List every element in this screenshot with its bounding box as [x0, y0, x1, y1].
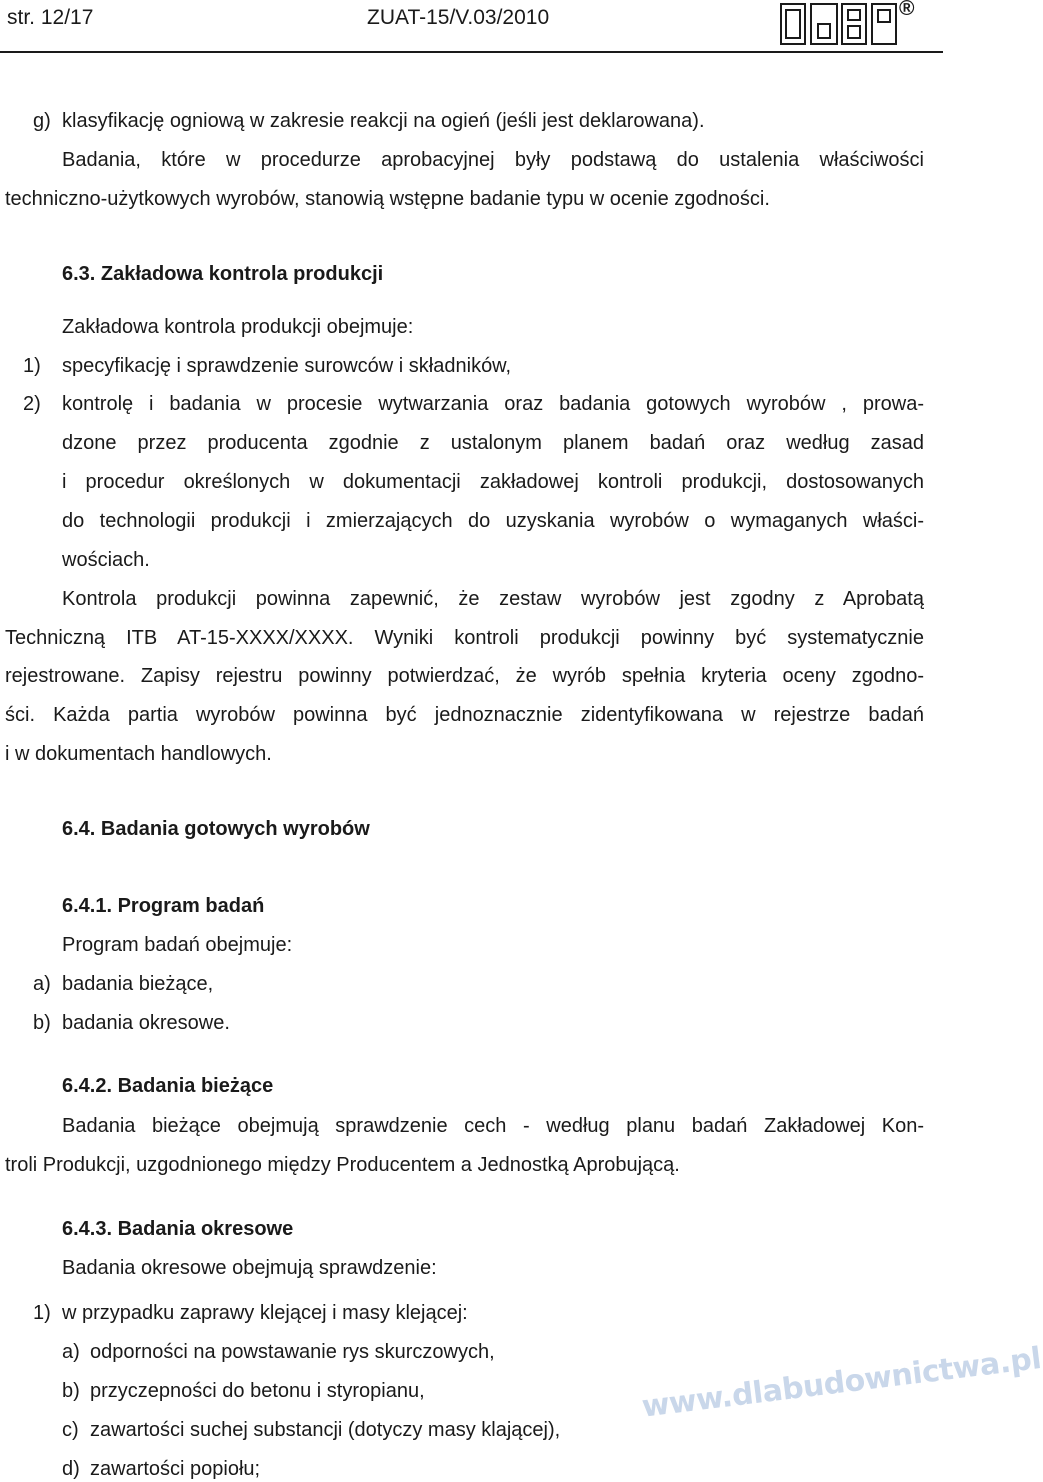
list-item-text: do technologii produkcji i zmierzających do uzyskania wyrobów o wymaganych właści- — [62, 510, 924, 532]
list-marker: a) — [33, 973, 51, 995]
section-heading: 6.3. Zakładowa kontrola produkcji — [62, 263, 384, 285]
list-marker: b) — [62, 1380, 80, 1402]
list-marker: 2) — [23, 393, 41, 415]
paragraph-line: i w dokumentach handlowych. — [5, 743, 272, 765]
paragraph-line: Techniczną ITB AT-15-XXXX/XXXX. Wyniki kontroli produkcji powinny być systematycznie — [5, 627, 924, 649]
paragraph-line: techniczno-użytkowych wyrobów, stanowią wstępne badanie typu w ocenie zgodności. — [5, 188, 770, 210]
watermark: www.dlabudownictwa.pl — [640, 1341, 1043, 1425]
list-marker: d) — [62, 1458, 80, 1480]
page-number: str. 12/17 — [7, 6, 94, 29]
list-item-text: dzone przez producenta zgodnie z ustalonym planem badań oraz według zasad — [62, 432, 924, 454]
list-item-text: badania okresowe. — [62, 1012, 230, 1034]
section-heading: 6.4. Badania gotowych wyrobów — [62, 818, 370, 840]
paragraph-line: ści. Każda partia wyrobów powinna być jednoznacznie zidentyfikowana w rejestrze badań — [5, 704, 924, 726]
list-item-text: w przypadku zaprawy klejącej i masy klejącej: — [62, 1302, 468, 1324]
document-id: ZUAT-15/V.03/2010 — [367, 6, 550, 29]
itb-logo — [780, 2, 898, 46]
paragraph-line: Badania, które w procedurze aprobacyjnej były podstawą do ustalenia właściwości — [62, 149, 924, 171]
list-item-text: zawartości suchej substancji (dotyczy masy klającej), — [90, 1419, 561, 1441]
section-intro: Zakładowa kontrola produkcji obejmuje: — [62, 316, 414, 338]
list-item-text: specyfikację i sprawdzenie surowców i składników, — [62, 355, 512, 377]
list-item-text: i procedur określonych w dokumentacji zakładowej kontroli produkcji, dostosowanych — [62, 471, 924, 493]
list-item-text: wościach. — [62, 549, 150, 571]
paragraph-line: Badania bieżące obejmują sprawdzenie cech - według planu badań Zakładowej Kon- — [62, 1115, 924, 1137]
paragraph-line: troli Produkcji, uzgodnionego między Producentem a Jednostką Aprobującą. — [5, 1154, 680, 1176]
list-marker: 1) — [23, 355, 41, 377]
list-marker: a) — [62, 1341, 80, 1363]
list-item-text: zawartości popiołu; — [90, 1458, 261, 1480]
list-marker: b) — [33, 1012, 51, 1034]
list-marker: g) — [33, 110, 51, 132]
list-item-text: badania bieżące, — [62, 973, 214, 995]
list-item-text: przyczepności do betonu i styropianu, — [90, 1380, 425, 1402]
section-intro: Program badań obejmuje: — [62, 934, 293, 956]
subsection-heading: 6.4.1. Program badań — [62, 895, 265, 917]
section-intro: Badania okresowe obejmują sprawdzenie: — [62, 1257, 437, 1279]
header-rule — [0, 51, 943, 53]
list-marker: c) — [62, 1419, 79, 1441]
subsection-heading: 6.4.2. Badania bieżące — [62, 1075, 274, 1097]
paragraph-line: Kontrola produkcji powinna zapewnić, że zestaw wyrobów jest zgodny z Aprobatą — [62, 588, 924, 610]
list-item-text: odporności na powstawanie rys skurczowych, — [90, 1341, 495, 1363]
subsection-heading: 6.4.3. Badania okresowe — [62, 1218, 294, 1240]
list-item-text: kontrolę i badania w procesie wytwarzania oraz badania gotowych wyrobów , prowa- — [62, 393, 924, 415]
registered-mark: ® — [899, 0, 915, 20]
paragraph-line: rejestrowane. Zapisy rejestru powinny potwierdzać, że wyrób spełnia kryteria oceny zgodno- — [5, 665, 924, 687]
list-marker: 1) — [33, 1302, 51, 1324]
list-item-text: klasyfikację ogniową w zakresie reakcji na ogień (jeśli jest deklarowana). — [62, 110, 705, 132]
